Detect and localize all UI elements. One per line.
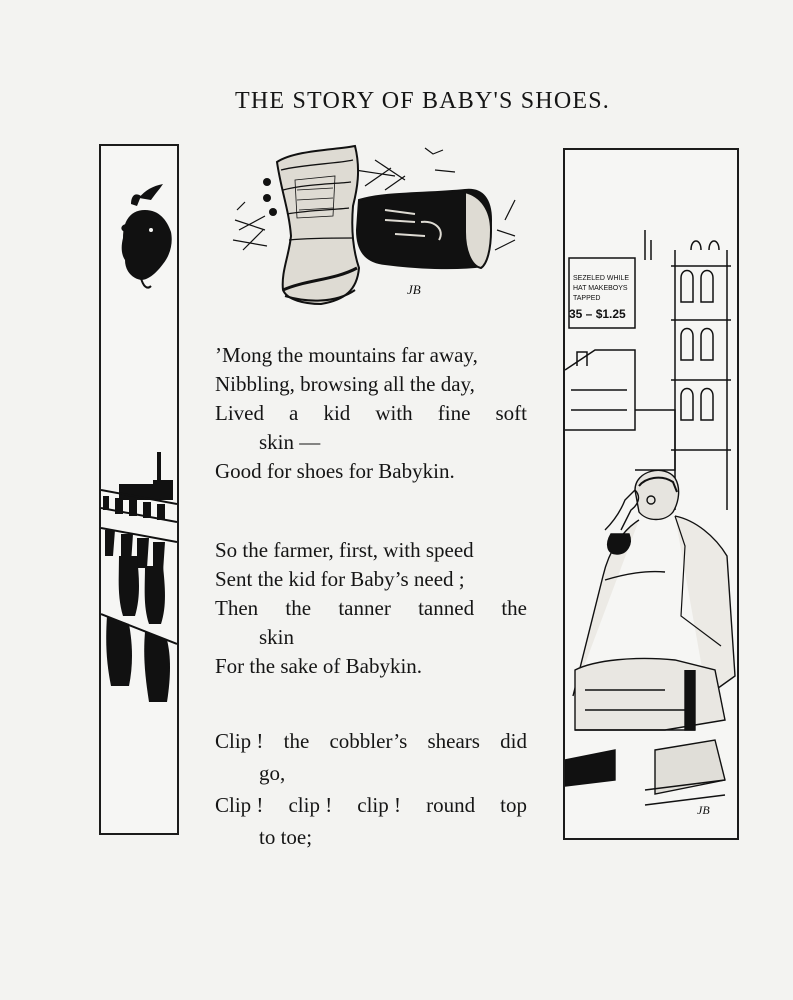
hanging-hides-illustration: [101, 452, 177, 702]
verse-word: soft: [495, 401, 527, 425]
verse-word: Then: [215, 596, 259, 620]
verse-line-justified: [215, 399, 527, 428]
shop-sign-line: SEZELED WHILE: [573, 275, 630, 282]
back-boot: [357, 190, 491, 268]
stanza-1: [215, 341, 527, 486]
stanza-3: [215, 725, 527, 853]
cobbler-monogram: JB: [697, 803, 710, 817]
verse-line: So the farmer, first, with speed: [215, 538, 474, 562]
verse-word: Lived: [215, 401, 264, 425]
verse-word: a: [289, 401, 299, 425]
verse-word: shears: [427, 729, 480, 753]
verse-word: Clip !: [215, 793, 264, 817]
verse-word: the: [283, 729, 310, 753]
verse-word: round: [426, 793, 476, 817]
verse-word: fine: [437, 401, 471, 425]
boots-illustration: [225, 140, 523, 312]
verse-line: to toe;: [259, 825, 313, 849]
stanza-2: [215, 536, 527, 681]
verse-word: tanned: [418, 596, 475, 620]
verse-word: kid: [323, 401, 351, 425]
cobbler-illustration: [565, 470, 735, 805]
shop-sign-illustration: [569, 230, 651, 328]
verse-line: ’Mong the mountains far away,: [215, 343, 478, 367]
verse-word: top: [500, 793, 527, 817]
verse-line: Good for shoes for Babykin.: [215, 459, 455, 483]
verse-word: Clip !: [215, 729, 264, 753]
verse-line-justified: [215, 725, 527, 757]
verse-line-justified: [215, 594, 527, 623]
verse-word: clip !: [288, 793, 333, 817]
verse-word: the: [501, 596, 527, 620]
verse-word: clip !: [357, 793, 402, 817]
shop-sign-price: 35 – $1.25: [569, 307, 626, 321]
shop-sign-line: TAPPED: [573, 295, 601, 302]
verse-line-justified: [215, 789, 527, 821]
verse-line: For the sake of Babykin.: [215, 654, 423, 678]
front-boot: [263, 146, 359, 304]
verse-line: skin —: [259, 430, 321, 454]
page-title: THE STORY OF BABY'S SHOES.: [235, 88, 610, 114]
left-illustration-panel: [99, 144, 179, 835]
verse-word: did: [500, 729, 527, 753]
boots-monogram: JB: [407, 282, 421, 297]
shop-sign-line: HAT MAKEBOYS: [573, 285, 628, 292]
goat-head-illustration: [121, 184, 171, 288]
verse-line: skin: [259, 625, 295, 649]
verse-word: with: [375, 401, 413, 425]
verse-word: cobbler’s: [329, 729, 408, 753]
verse-line: go,: [259, 761, 286, 785]
verse-word: the: [285, 596, 312, 620]
right-illustration-panel: [563, 148, 739, 840]
verse-word: tanner: [338, 596, 391, 620]
verse-line: Nibbling, browsing all the day,: [215, 372, 475, 396]
verse-line: Sent the kid for Baby’s need ;: [215, 567, 465, 591]
